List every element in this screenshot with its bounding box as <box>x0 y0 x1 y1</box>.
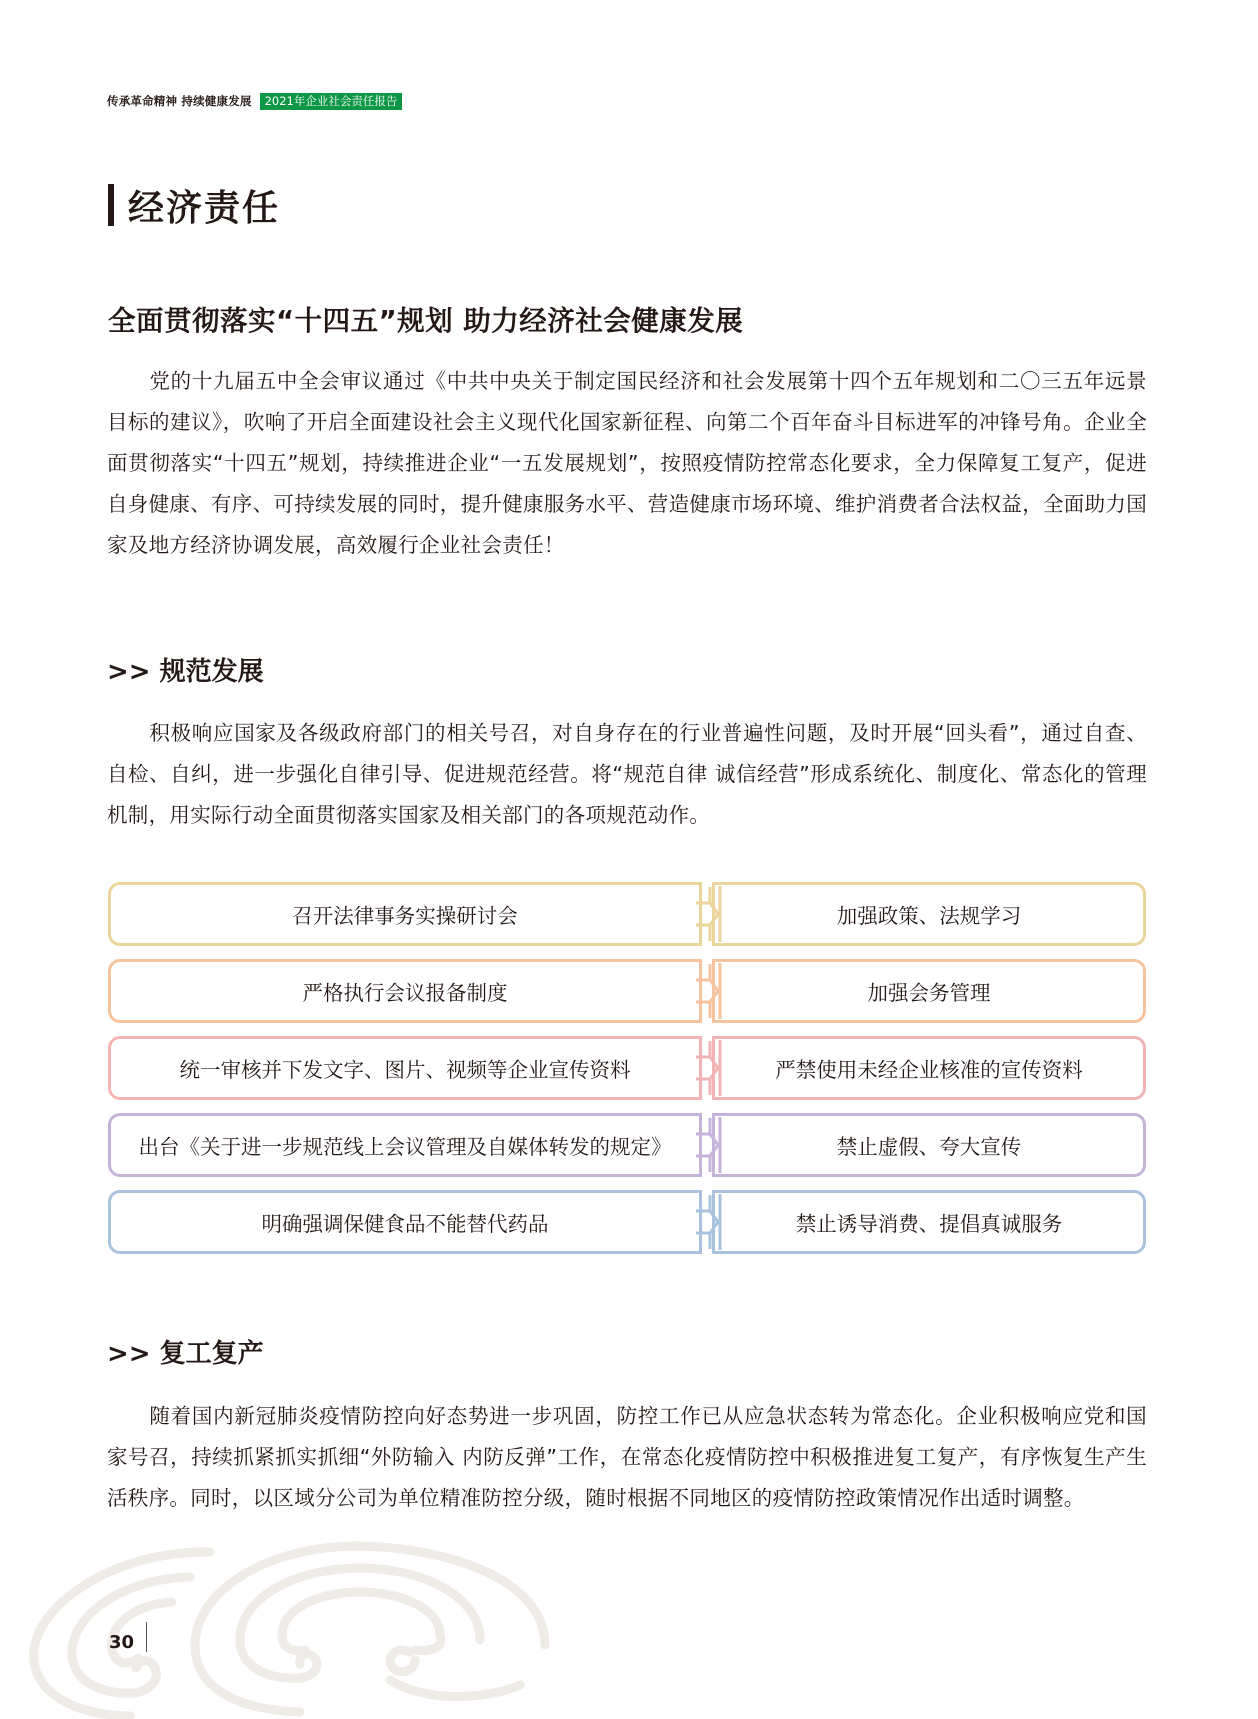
flow-row <box>108 1113 1146 1177</box>
resume-work-text: 随着国内新冠肺炎疫情防控向好态势进一步巩固，防控工作已从应急状态转为常态化。企业积极响应党和国家号召，持续抓紧抓实抓细“外防输入 内防反弹”工作，在常态化疫情防控中积极推进复工复产，有序恢复生产生活秩序。同时，以区域分公司为单位精准防控分级，随时根据不同地区的疫情防控政策情况作出适时调整。 <box>107 1404 1147 1510</box>
chevron-right-icon <box>696 1036 726 1100</box>
action-box <box>108 1113 702 1177</box>
result-box <box>712 1113 1146 1177</box>
section-title-text: 经济责任 <box>128 187 281 229</box>
action-box <box>108 1190 702 1254</box>
result-box <box>712 882 1146 946</box>
cloud-pattern-watermark <box>0 1540 600 1719</box>
chevron-right-icon <box>696 1113 726 1177</box>
result-text: 加强会务管理 <box>867 981 991 1005</box>
action-text: 严格执行会议报备制度 <box>302 981 508 1005</box>
page-number-divider <box>146 1622 147 1652</box>
action-box <box>108 1036 702 1100</box>
subtitle: 全面贯彻落实“十四五”规划 助力经济社会健康发展 <box>108 305 744 337</box>
standardized-development-text: 积极响应国家及各级政府部门的相关号召，对自身存在的行业普遍性问题，及时开展“回头看”，通过自查、自检、自纠，进一步强化自律引导、促进规范经营。将“规范自律 诚信经营”形成系统化、制度化、常态化的管理机制，用实际行动全面贯彻落实国家及相关部门的各项规范动作。 <box>107 721 1147 827</box>
result-box <box>712 959 1146 1023</box>
action-box <box>108 959 702 1023</box>
heading-standardized-development: >> 规范发展 <box>107 657 264 687</box>
measures-flow-diagram <box>108 882 1146 1267</box>
action-text: 统一审核并下发文字、图片、视频等企业宣传资料 <box>179 1058 631 1082</box>
result-text: 严禁使用未经企业核准的宣传资料 <box>775 1058 1083 1082</box>
action-box <box>108 882 702 946</box>
flow-row <box>108 882 1146 946</box>
result-text: 禁止诱导消费、提倡真诚服务 <box>795 1212 1063 1236</box>
section-title <box>108 183 280 227</box>
action-text: 明确强调保健食品不能替代药品 <box>261 1212 549 1236</box>
result-box <box>712 1190 1146 1254</box>
page-number: 30 <box>109 1632 135 1653</box>
flow-row <box>108 1036 1146 1100</box>
chevron-right-icon <box>696 959 726 1023</box>
heading-resume-work: >> 复工复产 <box>107 1339 264 1369</box>
result-text: 禁止虚假、夸大宣传 <box>836 1135 1022 1159</box>
chevron-right-icon <box>696 1190 726 1254</box>
page-header <box>107 93 402 109</box>
chevron-right-icon <box>696 882 726 946</box>
report-badge: 2021年企业社会责任报告 <box>260 93 403 110</box>
intro-paragraph-text: 党的十九届五中全会审议通过《中共中央关于制定国民经济和社会发展第十四个五年规划和二〇三五年远景目标的建议》，吹响了开启全面建设社会主义现代化国家新征程、向第二个百年奋斗目标进军的冲锋号角。企业全面贯彻落实“十四五”规划，持续推进企业“一五发展规划”，按照疫情防控常态化要求，全力保障复工复产，促进自身健康、有序、可持续发展的同时，提升健康服务水平、营造健康市场环境、维护消费者合法权益，全面助力国家及地方经济协调发展，高效履行企业社会责任！ <box>107 369 1147 557</box>
header-slogan: 传承革命精神 持续健康发展 <box>107 94 252 108</box>
flow-row <box>108 959 1146 1023</box>
title-bar-decoration <box>108 184 114 226</box>
action-text: 召开法律事务实操研讨会 <box>292 904 518 928</box>
result-text: 加强政策、法规学习 <box>836 904 1022 928</box>
result-box <box>712 1036 1146 1100</box>
standardized-development-paragraph <box>107 713 1147 836</box>
intro-paragraph <box>107 361 1147 566</box>
flow-row <box>108 1190 1146 1254</box>
resume-work-paragraph <box>107 1396 1147 1519</box>
action-text: 出台《关于进一步规范线上会议管理及自媒体转发的规定》 <box>138 1135 672 1159</box>
